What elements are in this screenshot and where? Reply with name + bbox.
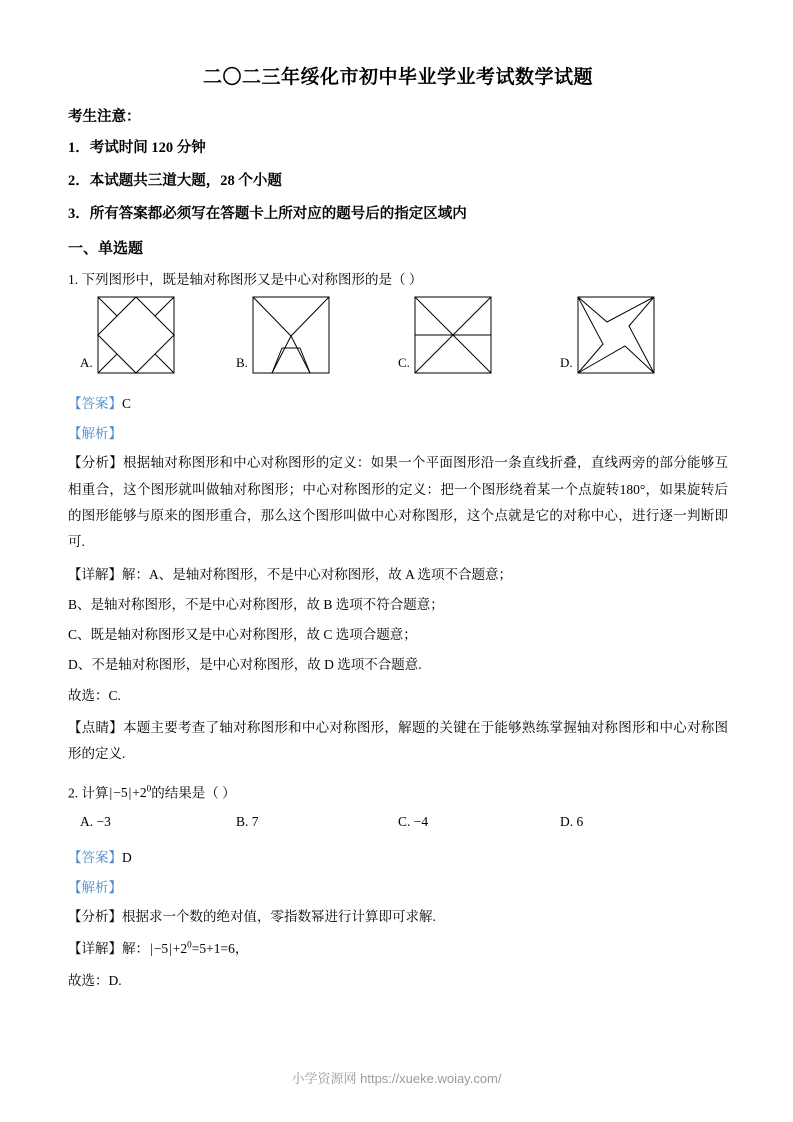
question-1-option-b: [236, 296, 330, 374]
dianjing-text: 本题主要考查了轴对称图形和中心对称图形，解题的关键在于能够熟练掌握轴对称图形和中心对称图形的定义.: [68, 720, 729, 762]
option-b-label: B.: [236, 355, 248, 371]
page-title: 二〇二三年绥化市初中毕业学业考试数学试题: [202, 66, 593, 88]
fenxi-text: 根据求一个数的绝对值，零指数幂进行计算即可求解.: [122, 908, 436, 924]
question-1-xiangjie-d: D、不是轴对称图形，是中心对称图形，故 D 选项不合题意.: [68, 657, 422, 673]
question-1-fenxi: [68, 450, 728, 555]
question-1-dianjing: [68, 715, 728, 768]
xiangjie-lead: 解：A、是轴对称图形，不是中心对称图形，故 A 选项不合题意；: [122, 566, 513, 582]
question-2-answer: [68, 846, 728, 866]
option-d-value: 6: [576, 813, 584, 829]
fenxi-tag: 【分析】: [68, 455, 124, 471]
q2-expr-left: −5: [113, 785, 128, 801]
fenxi-tag: 【分析】: [68, 908, 122, 924]
document-content: [68, 62, 728, 1001]
answer-tag: 【答案】: [68, 396, 122, 412]
xiangjie-prefix: 解：: [122, 941, 149, 957]
square-with-six-triangles-icon: [414, 296, 492, 374]
question-2-choose: 故选：D.: [68, 973, 122, 989]
q2-expr-mid: +2: [132, 785, 147, 801]
q2-sol-right: =5+1=6: [191, 941, 235, 957]
answer-value: D: [122, 849, 132, 865]
footer-url: https://xueke.woiay.com/: [360, 1071, 502, 1086]
q2-sol-exponent: 0: [187, 939, 192, 950]
xiangjie-tag: 【详解】: [68, 566, 122, 582]
q2-sol-mid: +2: [172, 941, 188, 957]
question-2-solution-expression: $|-5|+2^0=5+1=6$: [150, 939, 235, 957]
question-1-option-d: [560, 296, 655, 374]
square-with-inscribed-diamond-icon: [97, 296, 175, 374]
option-d-label: D.: [560, 355, 573, 371]
question-1-choose: 故选：C.: [68, 687, 121, 703]
question-2-options: [68, 814, 728, 836]
question-1-figure-row: [68, 296, 728, 382]
question-2-option-d: [560, 814, 583, 830]
option-c-value: −4: [413, 813, 429, 829]
xiangjie-tag: 【详解】: [68, 941, 122, 957]
option-b-value: 7: [251, 813, 259, 829]
question-2-analysis-tag: 【解析】: [68, 879, 122, 895]
question-2-expression: $|-5|+2^0$: [109, 783, 152, 801]
notice-item-1: 1．考试时间 120 分钟: [68, 140, 206, 156]
question-2-xiangjie: [68, 936, 728, 962]
footer-site-name: 小学资源网: [291, 1071, 357, 1086]
option-b-label: B.: [236, 813, 249, 829]
question-1-xiangjie-b: B、是轴对称图形，不是中心对称图形，故 B 选项不符合题意；: [68, 596, 444, 612]
answer-tag: 【答案】: [68, 849, 122, 865]
q2-expr-exponent: 0: [146, 783, 152, 794]
question-2-stem-suffix: 的结果是（ ）: [151, 785, 236, 801]
square-with-pinwheel-star-icon: [577, 296, 655, 374]
option-a-label: A.: [80, 355, 93, 371]
question-2-option-a: [80, 814, 111, 830]
square-with-arrow-triangles-icon: [252, 296, 330, 374]
question-1-xiangjie-c: C、既是轴对称图形又是中心对称图形，故 C 选项合题意；: [68, 627, 417, 643]
footer-watermark: [0, 1068, 793, 1087]
notice-item-2: 2．本试题共三道大题，28 个小题: [68, 173, 282, 189]
notice-item-3: 3．所有答案都必须写在答题卡上所对应的题号后的指定区域内: [68, 206, 467, 222]
dianjing-tag: 【点睛】: [68, 720, 124, 736]
xiangjie-end: ，: [234, 941, 249, 957]
question-2-option-b: [236, 814, 259, 830]
question-1-option-a: [80, 296, 175, 374]
question-2-stem-prefix: 2. 计算: [68, 785, 109, 801]
question-1-answer: [68, 392, 728, 412]
question-1-stem: 1. 下列图形中，既是轴对称图形又是中心对称图形的是（ ）: [68, 272, 423, 287]
option-a-label: A.: [80, 813, 94, 829]
section-heading-single-choice: 一、单选题: [68, 241, 144, 257]
question-2-fenxi: [68, 904, 728, 930]
option-c-label: C.: [398, 813, 411, 829]
question-1-xiangjie: [68, 562, 728, 588]
question-2-stem: [68, 782, 728, 804]
q2-sol-left: −5: [153, 941, 169, 957]
question-2-option-c: [398, 814, 428, 830]
option-c-label: C.: [398, 355, 410, 371]
option-d-label: D.: [560, 813, 574, 829]
option-a-value: −3: [96, 813, 111, 829]
fenxi-text: 根据轴对称图形和中心对称图形的定义：如果一个平面图形沿一条直线折叠，直线两旁的部分能够互相重合，这个图形就叫做轴对称图形；中心对称图形的定义：把一个图形绕着某一个点旋转180°，如果旋转后的图形能够与原来的图形重合，那么这个图形叫做中心对称图形，这个点就是它的对称中心，进行逐一判断即可.: [68, 455, 729, 550]
notice-heading: 考生注意：: [68, 109, 141, 125]
answer-value: C: [122, 396, 132, 412]
question-1-option-c: [398, 296, 492, 374]
question-1-analysis-tag: 【解析】: [68, 426, 122, 442]
